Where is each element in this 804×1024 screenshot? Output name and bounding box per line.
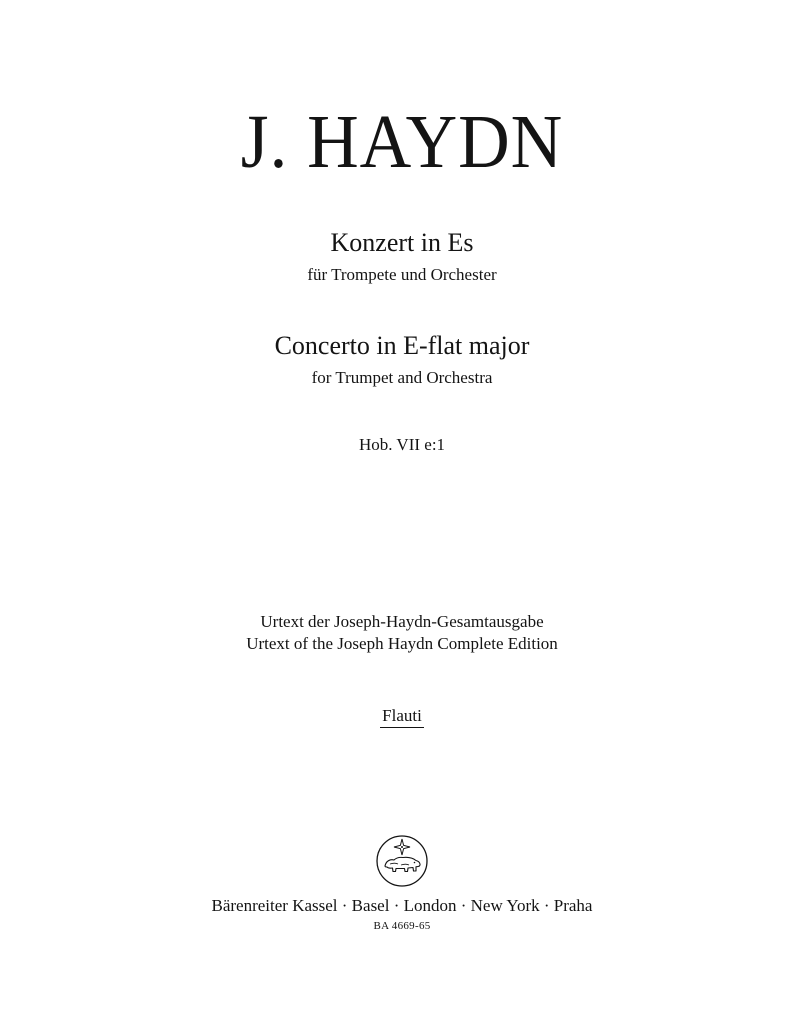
part-label	[0, 707, 804, 728]
work-title-german: Konzert in Es	[330, 228, 474, 257]
work-subtitle-german: für Trompete und Orchester	[307, 265, 497, 284]
catalog-number: Hob. VII e:1	[358, 435, 446, 454]
star-icon	[394, 839, 410, 855]
work-title-english: Concerto in E-flat major	[274, 331, 530, 360]
order-number: BA 4669-65	[373, 920, 431, 932]
publisher-line: Bärenreiter Kassel · Basel · London · New York · Praha	[211, 896, 593, 915]
edition-note-english: Urtext of the Joseph Haydn Complete Edition	[246, 634, 558, 653]
edition-note-german: Urtext der Joseph-Haydn-Gesamtausgabe	[260, 612, 544, 631]
work-subtitle-english: for Trumpet and Orchestra	[311, 368, 493, 387]
part-name: Flauti	[380, 707, 424, 728]
baerenreiter-bear-logo-icon	[374, 833, 430, 889]
bear-icon	[385, 857, 420, 871]
composer-name: J. HAYDN	[240, 100, 564, 184]
